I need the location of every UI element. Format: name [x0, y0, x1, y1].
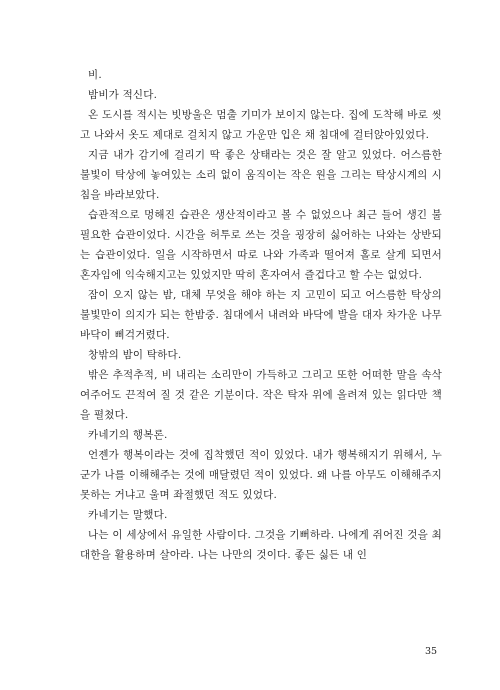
- paragraph: 카네기는 말했다.: [88, 509, 168, 521]
- paragraph: 온 도시를 적시는 빗방울은 멈출 기미가 보이지 않는다. 집에 도착해 바로 씻고 나와서 옷도 제대로 걸치지 않고 가운만 입은 채 침대에 걸터앉아있었다.: [80, 109, 442, 141]
- paragraph: 비.: [88, 69, 102, 81]
- paragraph: 지금 내가 감기에 걸리기 딱 좋은 상태라는 것은 잘 알고 있었다. 어스름한 불빛이 탁상에 놓여있는 소리 없이 움직이는 작은 원을 그리는 탁상시계의 시침을 바라보았다.: [80, 149, 442, 201]
- paragraph: 습관적으로 멍해진 습관은 생산적이라고 볼 수 없었으나 최근 들어 생긴 불필요한 습관이었다. 시간을 허투로 쓰는 것을 굉장히 싫어하는 나와는 상반되는 습관이었다. 일을 시작하면서 따로 나와 가족과 떨어져 홀로 살게 되면서 혼자임에 익숙해지고는 있었지만 딱히 혼자여서 즐겁다고 할 수는 없었다.: [80, 209, 442, 281]
- page-number: 35: [425, 646, 438, 657]
- paragraph: 언젠가 행복이라는 것에 집착했던 적이 있었다. 내가 행복해지기 위해서, 누군가 나를 이해해주는 것에 매달렸던 적이 있었다. 왜 나를 아무도 이해해주지 못하는 거냐고 울며 좌절했던 적도 있었다.: [80, 449, 442, 501]
- paragraph: 나는 이 세상에서 유일한 사람이다. 그것을 기뻐하라. 나에게 쥐어진 것을 최대한을 활용하며 살아라. 나는 나만의 것이다. 좋든 싫든 내 인: [80, 529, 442, 561]
- paragraph: 잠이 오지 않는 밤, 대체 무엇을 해야 하는 지 고민이 되고 어스름한 탁상의 불빛만이 의지가 되는 한밤중. 침대에서 내려와 바닥에 발을 대자 차가운 나무 바닥이 삐걱거렸다.: [80, 289, 442, 341]
- paragraph: 창밖의 밤이 탁하다.: [88, 349, 182, 361]
- paragraph: 밖은 추적추적, 비 내리는 소리만이 가득하고 그리고 또한 어떠한 말을 속삭여주어도 끈적여 질 것 같은 기분이다. 작은 탁자 위에 올려져 있는 읽다만 책을 펼쳤다.: [80, 369, 442, 421]
- body-text: [80, 65, 442, 565]
- paragraph: 카네기의 행복론.: [88, 429, 168, 441]
- paragraph: 밤비가 적신다.: [88, 89, 158, 101]
